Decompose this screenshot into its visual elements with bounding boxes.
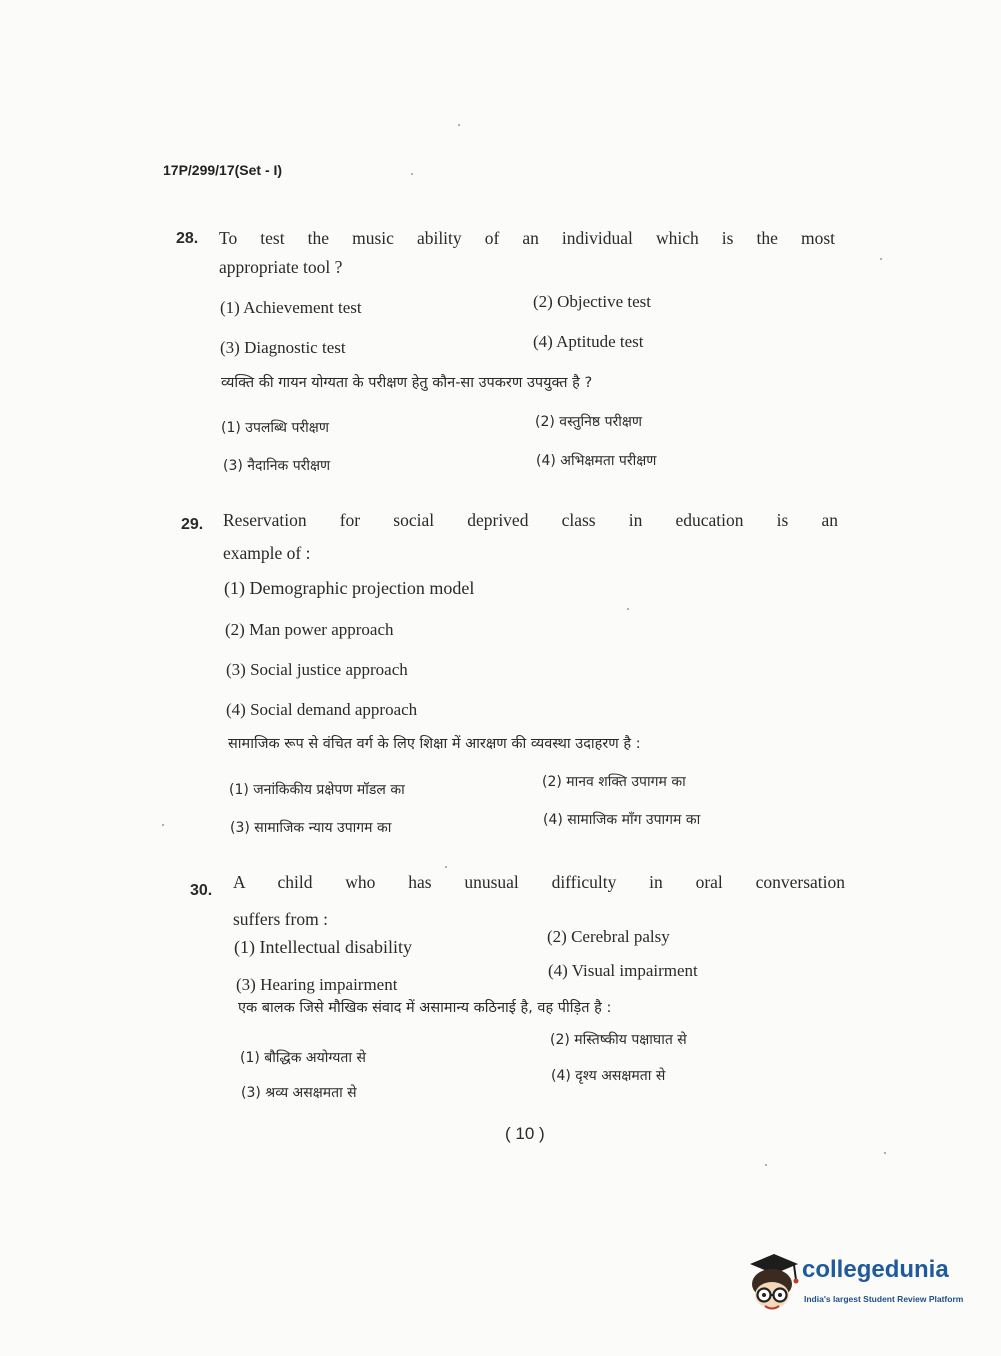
hindi-option-4: (4) अभिक्षमता परीक्षण <box>536 453 657 469</box>
option-2: (2) Man power approach <box>225 620 394 639</box>
hindi-option-3: (3) नैदानिक परीक्षण <box>223 458 331 474</box>
hindi-option-2: (2) मानव शक्ति उपागम का <box>542 774 686 790</box>
hindi-option-1: (1) उपलब्धि परीक्षण <box>221 420 329 436</box>
hindi-option-2: (2) वस्तुनिष्ठ परीक्षण <box>535 414 643 430</box>
question-number: 28. <box>176 230 199 247</box>
option-3: (3) Diagnostic test <box>220 338 346 357</box>
question-text: To test the music ability of an individual which is the most <box>219 228 835 248</box>
option-2: (2) Cerebral palsy <box>547 927 670 946</box>
scan-speck <box>627 608 629 610</box>
hindi-option-4: (4) सामाजिक माँग उपागम का <box>543 812 701 828</box>
option-1: (1) Demographic projection model <box>224 578 475 598</box>
hindi-option-1: (1) बौद्धिक अयोग्यता से <box>240 1050 366 1066</box>
collegedunia-watermark <box>742 1250 972 1316</box>
option-2: (2) Objective test <box>533 292 652 311</box>
hindi-option-4: (4) दृश्य असक्षमता से <box>551 1068 666 1084</box>
option-4: (4) Aptitude test <box>533 332 644 351</box>
scan-speck <box>445 866 447 868</box>
question-number: 30. <box>190 882 213 899</box>
hindi-option-3: (3) सामाजिक न्याय उपागम का <box>230 820 392 836</box>
brand-tagline: India's largest Student Review Platform <box>804 1294 964 1304</box>
scan-speck <box>880 258 882 260</box>
hindi-option-1: (1) जनांकिकीय प्रक्षेपण मॉडल का <box>229 782 405 798</box>
scan-speck <box>884 1152 886 1154</box>
scan-speck <box>411 173 413 175</box>
option-1: (1) Achievement test <box>220 298 362 317</box>
hindi-option-2: (2) मस्तिष्कीय पक्षाघात से <box>550 1032 687 1048</box>
hindi-question: सामाजिक रूप से वंचित वर्ग के लिए शिक्षा में आरक्षण की व्यवस्था उदाहरण है : <box>228 736 641 752</box>
question-number: 29. <box>181 516 204 533</box>
option-3: (3) Social justice approach <box>226 660 408 679</box>
mascot-icon <box>742 1250 802 1316</box>
paper-code: 17P/299/17(Set - I) <box>163 162 283 178</box>
question-text-cont: example of : <box>223 543 311 563</box>
hindi-question: व्यक्ति की गायन योग्यता के परीक्षण हेतु कौन-सा उपकरण उपयुक्त है ? <box>221 375 593 391</box>
question-text-cont: suffers from : <box>233 909 328 929</box>
scan-speck <box>458 124 460 126</box>
question-text: A child who has unusual difficulty in oral conversation <box>233 872 845 892</box>
brand-name: collegedunia <box>802 1256 949 1283</box>
option-1: (1) Intellectual disability <box>234 937 412 957</box>
hindi-question: एक बालक जिसे मौखिक संवाद में असामान्य कठिनाई है, वह पीड़ित है : <box>238 1000 612 1016</box>
scan-speck <box>765 1164 767 1166</box>
option-3: (3) Hearing impairment <box>236 975 398 994</box>
page-number: ( 10 ) <box>505 1124 545 1143</box>
option-4: (4) Social demand approach <box>226 700 418 719</box>
question-text-cont: appropriate tool ? <box>219 257 343 277</box>
question-text: Reservation for social deprived class in education is an <box>223 510 838 530</box>
scan-speck <box>162 824 164 826</box>
hindi-option-3: (3) श्रव्य असक्षमता से <box>241 1085 357 1101</box>
option-4: (4) Visual impairment <box>548 961 698 980</box>
